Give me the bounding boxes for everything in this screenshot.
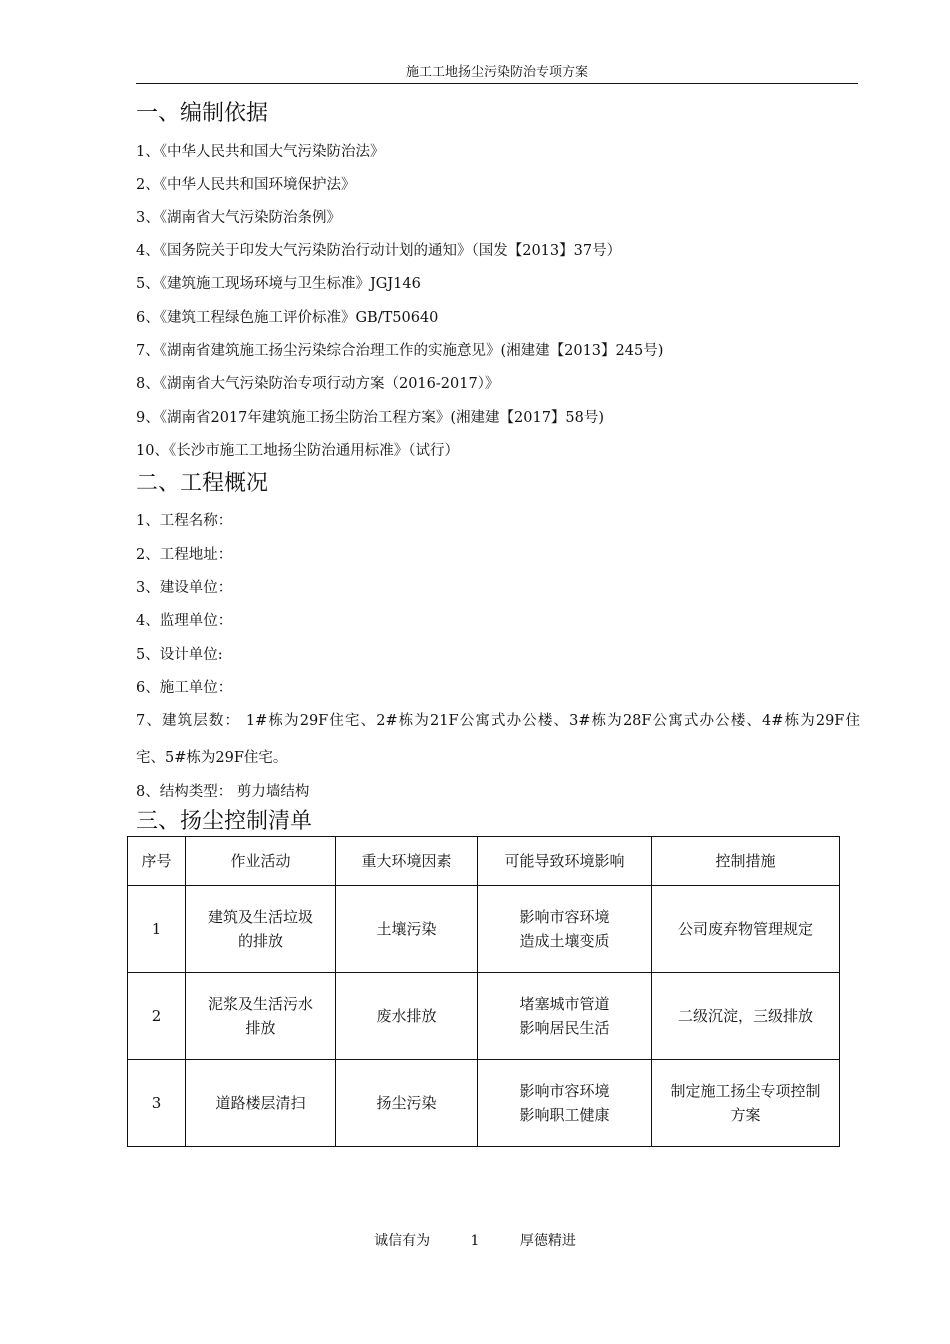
footer-motto-right: 厚德精进 xyxy=(519,1233,576,1249)
cell-line: 造成土壤变质 xyxy=(519,932,610,950)
overview-builder-unit: 6、施工单位： xyxy=(136,680,233,696)
cell-line: 土壤污染 xyxy=(376,920,437,938)
cell-activity xyxy=(186,973,336,1060)
cell-measure xyxy=(652,973,840,1060)
cell-line: 影响居民生活 xyxy=(519,1019,610,1037)
cell-env-factor xyxy=(336,1060,478,1147)
cell-activity xyxy=(186,1060,336,1147)
header-cell-env-factor: 重大环境因素 xyxy=(336,837,478,886)
cell-seq: 1 xyxy=(128,886,186,973)
cell-line: 堵塞城市管道 xyxy=(519,995,610,1013)
basis-item-9: 9、《湖南省2017年建筑施工扬尘防治工程方案》(湘建建【2017】58号) xyxy=(136,410,605,426)
table-row xyxy=(128,973,840,1060)
cell-activity xyxy=(186,886,336,973)
basis-item-5: 5、《建筑施工现场环境与卫生标准》JGJ146 xyxy=(136,276,421,292)
cell-env-factor xyxy=(336,973,478,1060)
cell-measure xyxy=(652,1060,840,1147)
table-row xyxy=(128,1060,840,1147)
overview-construction-unit: 3、建设单位： xyxy=(136,580,233,596)
cell-line: 排放 xyxy=(245,1019,276,1037)
basis-item-3: 3、《湖南省大气污染防治条例》 xyxy=(136,210,341,226)
basis-item-8: 8、《湖南省大气污染防治专项行动方案（2016-2017）》 xyxy=(136,376,500,392)
basis-item-1: 1、《中华人民共和国大气污染防治法》 xyxy=(136,144,385,160)
overview-project-address: 2、工程地址： xyxy=(136,547,233,563)
basis-item-4: 4、《国务院关于印发大气污染防治行动计划的通知》（国发【2013】37号） xyxy=(136,243,622,259)
cell-line: 扬尘污染 xyxy=(376,1094,437,1112)
cell-line: 道路楼层清扫 xyxy=(215,1094,306,1112)
cell-seq: 2 xyxy=(128,973,186,1060)
overview-building-floors-cont: 宅、5#栋为29F住宅。 xyxy=(136,750,288,766)
section-heading-overview: 二、工程概况 xyxy=(136,471,269,496)
header-divider xyxy=(136,83,858,84)
overview-structure-type: 8、结构类型： 剪力墙结构 xyxy=(136,784,310,800)
page-header-title: 施工工地扬尘污染防治专项方案 xyxy=(405,65,588,80)
table-row xyxy=(128,886,840,973)
overview-project-name: 1、工程名称： xyxy=(136,513,233,529)
cell-impact xyxy=(478,1060,652,1147)
section-heading-basis: 一、编制依据 xyxy=(136,101,269,126)
basis-item-7: 7、《湖南省建筑施工扬尘污染综合治理工作的实施意见》(湘建建【2013】245号) xyxy=(136,343,664,359)
page-footer xyxy=(0,1231,950,1251)
dust-control-table xyxy=(127,836,840,1147)
cell-line: 方案 xyxy=(730,1106,761,1124)
cell-line: 公司废弃物管理规定 xyxy=(677,920,813,938)
table-header-row xyxy=(128,837,840,886)
overview-supervision-unit: 4、监理单位： xyxy=(136,613,233,629)
cell-line: 影响职工健康 xyxy=(519,1106,610,1124)
cell-env-factor xyxy=(336,886,478,973)
header-cell-impact: 可能导致环境影响 xyxy=(478,837,652,886)
cell-line: 制定施工扬尘专项控制 xyxy=(670,1082,821,1100)
cell-measure xyxy=(652,886,840,973)
basis-item-10: 10、《长沙市施工工地扬尘防治通用标准》（试行） xyxy=(136,443,459,459)
header-cell-activity: 作业活动 xyxy=(186,837,336,886)
overview-design-unit: 5、设计单位: xyxy=(136,647,223,663)
section-heading-dust-list: 三、扬尘控制清单 xyxy=(136,809,313,834)
page-number: 1 xyxy=(470,1233,480,1249)
header-cell-measure: 控制措施 xyxy=(652,837,840,886)
cell-line: 泥浆及生活污水 xyxy=(207,995,313,1013)
cell-line: 的排放 xyxy=(237,932,283,950)
cell-line: 影响市容环境 xyxy=(519,908,610,926)
footer-motto-left: 诚信有为 xyxy=(374,1233,431,1249)
cell-seq: 3 xyxy=(128,1060,186,1147)
cell-line: 废水排放 xyxy=(376,1007,437,1025)
cell-impact xyxy=(478,886,652,973)
header-cell-seq: 序号 xyxy=(128,837,186,886)
basis-item-2: 2、《中华人民共和国环境保护法》 xyxy=(136,177,356,193)
cell-line: 建筑及生活垃圾 xyxy=(207,908,313,926)
basis-item-6: 6、《建筑工程绿色施工评价标准》GB/T50640 xyxy=(136,310,439,326)
cell-line: 二级沉淀，三级排放 xyxy=(677,1007,813,1025)
cell-impact xyxy=(478,973,652,1060)
cell-line: 影响市容环境 xyxy=(519,1082,610,1100)
overview-building-floors: 7、建筑层数： 1#栋为29F住宅、2#栋为21F公寓式办公楼、3#栋为28F公寓式办公楼、4#栋为29F住 xyxy=(136,713,860,729)
